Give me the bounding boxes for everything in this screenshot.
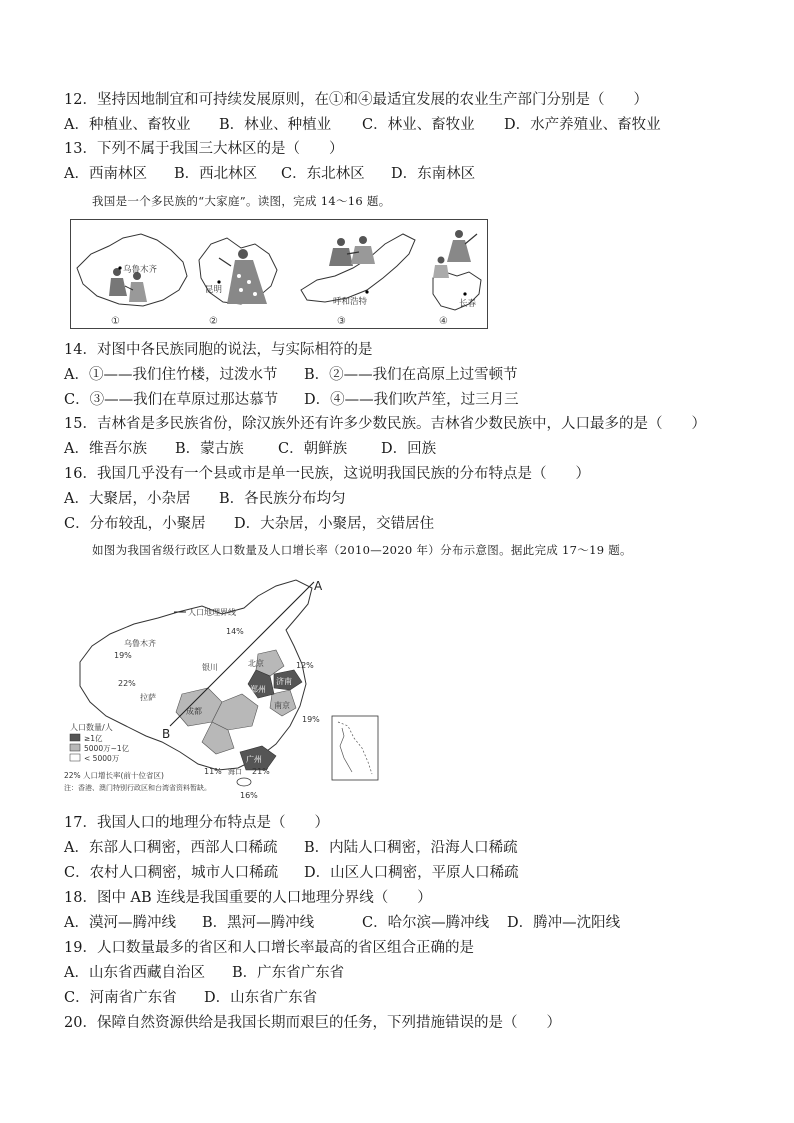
q13-options <box>64 165 475 183</box>
q12-options <box>64 116 661 134</box>
q14-options-row2 <box>64 391 519 409</box>
legend-swatch-low <box>70 754 80 761</box>
q19-stem: 19．人口数量最多的省区和人口增长率最高的省区组合正确的是 <box>64 940 474 956</box>
q16-option-a: A．大聚居，小杂居 <box>64 491 191 507</box>
rate-label-7: 11% <box>204 767 222 776</box>
q19-options-row1 <box>64 964 344 982</box>
q14-option-d: D．④——我们吹芦笙，过三月三 <box>304 392 519 408</box>
panel-number-1: ① <box>111 316 120 327</box>
city-jinan: 济南 <box>276 677 292 686</box>
q18-option-d: D．腾冲—沈阳线 <box>507 915 621 931</box>
q18-stem: 18．图中 AB 连线是我国重要的人口地理分界线（ ） <box>64 890 432 906</box>
label-urumqi: 乌鲁木齐 <box>123 265 158 275</box>
q12-option-c: C．林业、畜牧业 <box>362 117 475 133</box>
label-hohhot: 呼和浩特 <box>333 297 368 307</box>
city-haikou: 海口 <box>228 768 242 776</box>
q15-option-b: B．蒙古族 <box>175 441 244 457</box>
city-lhasa: 拉萨 <box>140 693 156 702</box>
panel-number-3: ③ <box>337 316 346 327</box>
city-beijing: 北京 <box>248 659 264 668</box>
q14-option-c: C．③——我们在草原过那达慕节 <box>64 392 279 408</box>
legend-swatch-high <box>70 734 80 741</box>
legend-title: 人口数量/人 <box>70 723 113 732</box>
q17-options-row2 <box>64 864 519 882</box>
intro-17-19: 如图为我国省级行政区人口数量及人口增长率（2010—2020 年）分布示意图。据此完成 17～19 题。 <box>92 543 632 557</box>
q19-options-row2 <box>64 989 317 1007</box>
q16-stem: 16．我国几乎没有一个县或市是单一民族，这说明我国民族的分布特点是（ ） <box>64 466 590 482</box>
q12-option-b: B．林业、种植业 <box>219 117 332 133</box>
population-map-svg <box>62 576 382 802</box>
q14-option-b: B．②——我们在高原上过雪顿节 <box>304 367 518 383</box>
q16-option-b: B．各民族分布均匀 <box>219 491 346 507</box>
map-footnote: 注：香港、澳门特别行政区和台湾省资料暂缺。 <box>64 784 211 792</box>
q18-option-a: A．漠河—腾冲线 <box>64 915 176 931</box>
q17-options-row1 <box>64 839 518 857</box>
q15-option-a: A．维吾尔族 <box>64 441 147 457</box>
q13-stem: 13．下列不属于我国三大林区的是（ ） <box>64 141 344 157</box>
inner-mongolia-outline <box>301 234 415 302</box>
q17-option-b: B．内陆人口稠密，沿海人口稀疏 <box>304 840 518 856</box>
rate-label-3: 22% <box>118 679 136 688</box>
q17-option-a: A．东部人口稠密，西部人口稀疏 <box>64 840 278 856</box>
legend-mid: 5000万~1亿 <box>84 744 130 753</box>
point-a-label: A <box>314 579 323 593</box>
q19-option-d: D．山东省广东省 <box>204 990 318 1006</box>
q13-option-d: D．东南林区 <box>391 166 476 182</box>
q17-option-c: C．农村人口稠密，城市人口稀疏 <box>64 865 279 881</box>
q16-option-d: D．大杂居，小聚居，交错居住 <box>234 516 435 532</box>
mongolian-wrestlers-icon <box>329 236 375 266</box>
q17-stem: 17．我国人口的地理分布特点是（ ） <box>64 815 329 831</box>
rate-label-5: 19% <box>302 715 320 724</box>
q13-option-c: C．东北林区 <box>281 166 365 182</box>
city-chengdu: 成都 <box>186 707 202 716</box>
q19-option-b: B．广东省广东省 <box>232 965 345 981</box>
q14-option-a: A．①——我们住竹楼，过泼水节 <box>64 367 278 383</box>
label-kunming: 昆明 <box>205 285 223 295</box>
intro-14-16: 我国是一个多民族的“大家庭”。读图，完成 14～16 题。 <box>92 194 391 208</box>
q13-option-b: B．西北林区 <box>174 166 258 182</box>
q16-options-row2 <box>64 515 434 533</box>
city-urumqi: 乌鲁木齐 <box>124 639 156 648</box>
city-guangzhou: 广州 <box>246 755 262 764</box>
q12-option-d: D．水产养殖业、畜牧业 <box>504 117 661 133</box>
q13-option-a: A．西南林区 <box>64 166 147 182</box>
city-yinchuan: 银川 <box>202 663 218 672</box>
q19-option-c: C．河南省广东省 <box>64 990 177 1006</box>
q18-option-b: B．黑河—腾冲线 <box>202 915 315 931</box>
q12-option-a: A．种植业、畜牧业 <box>64 117 191 133</box>
population-map <box>62 576 382 802</box>
city-nanjing: 南京 <box>274 701 290 710</box>
label-changchun: 长春 <box>459 299 477 309</box>
rate-label-4: 12% <box>296 661 314 670</box>
rate-label-1: 14% <box>226 627 244 636</box>
ethnic-groups-illustration <box>71 220 487 328</box>
point-b-label: B <box>162 727 171 741</box>
rate-label-6: 21% <box>252 767 270 776</box>
q15-options <box>64 440 436 458</box>
legend-high: ≥1亿 <box>84 734 103 743</box>
q19-option-a: A．山东省西藏自治区 <box>64 965 205 981</box>
q18-options <box>64 914 620 932</box>
q18-option-c: C．哈尔滨—腾冲线 <box>362 915 490 931</box>
q15-option-d: D．回族 <box>381 441 437 457</box>
boundary-line-label: 人口地理界线 <box>188 608 236 617</box>
q15-stem: 15．吉林省是多民族省份，除汉族外还有许多少数民族。吉林省少数民族中，人口最多的是（ ） <box>64 416 706 432</box>
ethnic-groups-figure <box>70 219 488 329</box>
hainan-island <box>237 778 251 786</box>
korean-dancers-icon <box>433 230 477 278</box>
legend-rate-note: 22% 人口增长率(前十位省区) <box>64 771 164 780</box>
q15-option-c: C．朝鲜族 <box>278 441 348 457</box>
q12-stem: 12．坚持因地制宜和可持续发展原则，在①和④最适宜发展的农业生产部门分别是（ ） <box>64 92 648 108</box>
q14-options-row1 <box>64 366 518 384</box>
dai-dancer-icon <box>219 249 267 304</box>
rate-label-8: 16% <box>240 791 258 800</box>
legend-swatch-mid <box>70 744 80 751</box>
q16-option-c: C．分布较乱，小聚居 <box>64 516 206 532</box>
q14-stem: 14．对图中各民族同胞的说法，与实际相符的是 <box>64 342 373 358</box>
q16-options-row1 <box>64 490 346 508</box>
q17-option-d: D．山区人口稠密，平原人口稀疏 <box>304 865 519 881</box>
city-zhengzhou: 郑州 <box>250 685 266 694</box>
q20-stem: 20．保障自然资源供给是我国长期而艰巨的任务，下列措施错误的是（ ） <box>64 1015 561 1031</box>
panel-number-4: ④ <box>439 316 448 327</box>
legend-low: < 5000万 <box>84 754 120 763</box>
rate-label-2: 19% <box>114 651 132 660</box>
panel-number-2: ② <box>209 316 218 327</box>
